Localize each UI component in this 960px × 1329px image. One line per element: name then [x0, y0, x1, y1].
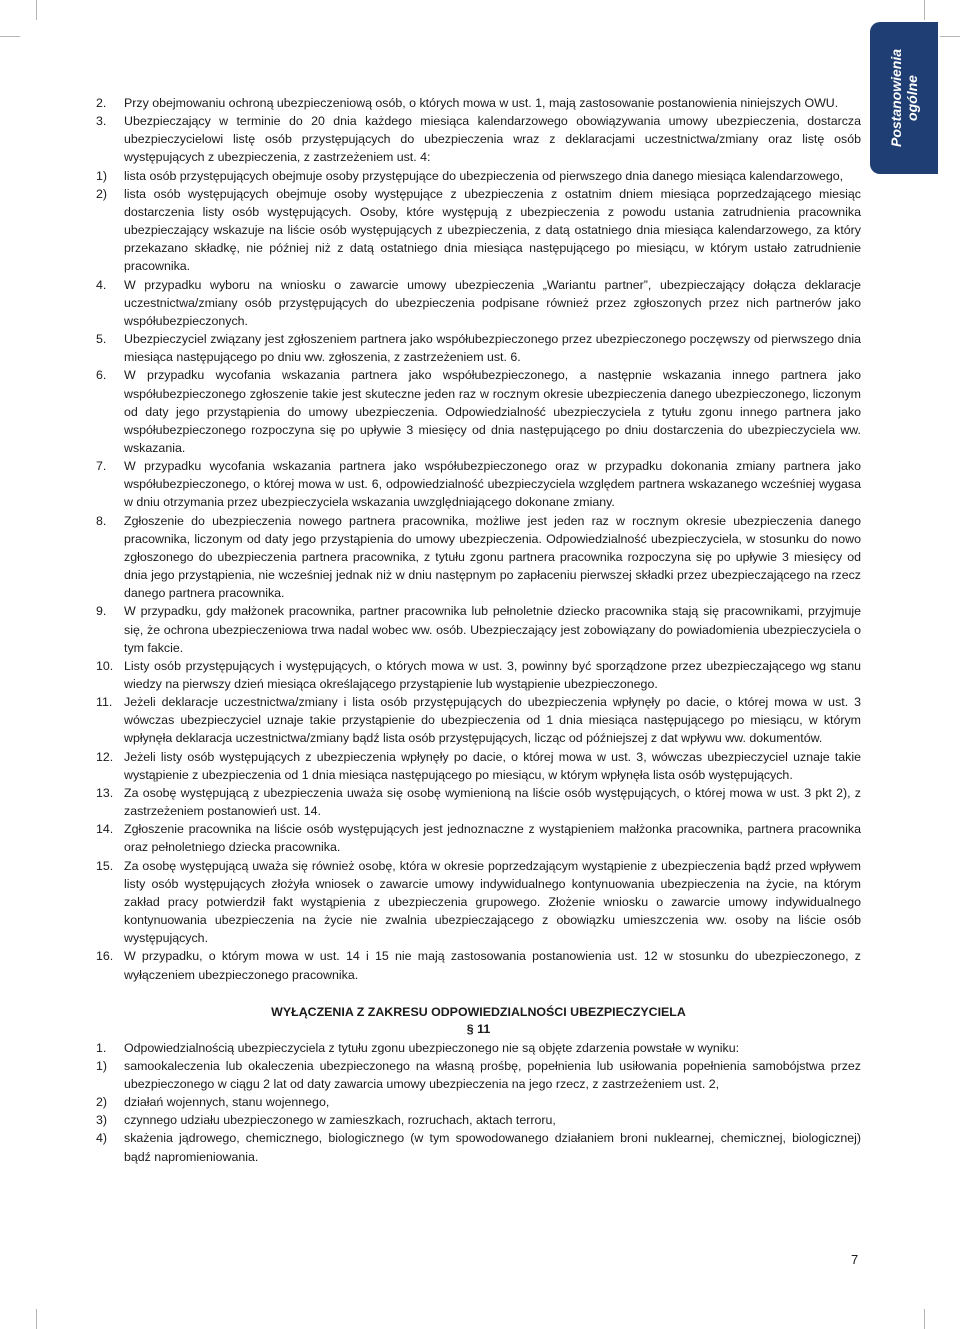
item-number: 8. [96, 513, 107, 528]
item-number: 9. [96, 604, 107, 619]
item-text: W przypadku wyboru na wniosku o zawarcie umowy ubezpieczenia „Wariantu partner”, ubezpieczający dołącza deklaracje uczestnictwa/zmiany osób przystępujących do ubezpieczenia podpisane również przez zgłoszonych przez nich partnerów jako współubezpieczonych. [124, 277, 861, 328]
crop-mark [924, 1309, 925, 1329]
item-text: Odpowiedzialnością ubezpieczyciela z tytułu zgonu ubezpieczonego nie są objęte zdarzenia powstałe w wyniku: [124, 1040, 740, 1055]
list-item [96, 820, 861, 856]
numbered-list [96, 276, 861, 984]
crop-mark [36, 1309, 37, 1329]
item-number: 7. [96, 459, 107, 474]
sub-list-item [96, 1093, 861, 1111]
sub-list-item [96, 1057, 861, 1093]
list-item [96, 457, 861, 511]
sub-item-number: 1) [96, 1058, 108, 1073]
list-item [96, 330, 861, 366]
sub-item-text: skażenia jądrowego, chemicznego, biologicznego (w tym spowodowanego działaniem broni nuklearnej, chemicznej, biologicznej) bądź napromieniowania. [124, 1131, 861, 1164]
item-text: Jeżeli deklaracje uczestnictwa/zmiany i lista osób przystępujących do ubezpieczenia wpłynęły po dacie, o której mowa w ust. 3 wówczas ubezpieczyciel uznaje takie przystąpienie do ubezpieczenia od 1 dnia miesiąca następującego po miesiącu, w którym wpłynęła deklaracja uczestnictwa/zmiany bądź lista osób przystępujących, licząc od późniejszej z dat wpływu ww. dokumentów. [124, 695, 861, 746]
item-number: 16. [96, 949, 114, 964]
list-item [96, 276, 861, 330]
document-body [96, 94, 861, 1166]
item-text: Jeżeli listy osób występujących z ubezpieczenia wpłynęły po dacie, o której mowa w ust. 3, wówczas ubezpieczyciel uznaje takie wystąpienie z ubezpieczenia od 1 dnia miesiąca następującego po miesiącu, w którym wpłynęła lista osób występujących. [124, 749, 861, 782]
item-number: 2. [96, 96, 107, 110]
sub-item-number: 2) [96, 186, 108, 201]
sub-item-text: samookaleczenia lub okaleczenia ubezpieczonego na własną prośbę, popełnienia lub usiłowania popełnienia samobójstwa przez ubezpieczonego w ciągu 2 lat od daty zawarcia umowy ubezpieczenia na jego rzecz, z zastrzeżeniem ust. 2, [124, 1058, 861, 1091]
item-body [124, 112, 861, 166]
sub-item-number: 4) [96, 1131, 108, 1146]
item-number: 15. [96, 858, 114, 873]
item-number: 3. [96, 114, 107, 129]
list-item [96, 693, 861, 747]
sub-item-number: 3) [96, 1113, 108, 1128]
list-item [96, 947, 861, 983]
item-text: Przy obejmowaniu ochroną ubezpieczeniową osób, o których mowa w ust. 1, mają zastosowanie postanowienia niniejszych OWU. [124, 96, 839, 110]
list-item [96, 748, 861, 784]
item-number: 4. [96, 277, 107, 292]
sub-item-text: działań wojennych, stanu wojennego, [124, 1095, 330, 1110]
item-number: 11. [96, 695, 113, 710]
list-item [96, 512, 861, 603]
sub-item-number: 1) [96, 168, 108, 183]
item-number: 10. [96, 658, 114, 673]
item-text: Zgłoszenie pracownika na liście osób występujących jest jednoznaczne z wystąpieniem małżonka pracownika, partnera pracownika oraz pełnoletniego dziecka pracownika. [124, 822, 861, 855]
list-item [96, 94, 861, 112]
crop-mark [940, 36, 960, 37]
sub-item-text: lista osób przystępujących obejmuje osoby przystępujące do ubezpieczenia od pierwszego dnia danego miesiąca kalendarzowego, [124, 168, 844, 183]
item-text: W przypadku wycofania wskazania partnera jako współubezpieczonego, a następnie wskazania innego partnera jako współubezpieczonego zgłoszenie takie jest skuteczne jeden raz w rocznym okresie ubezpieczenia danego ubezpieczonego, liczonym od daty jego przystąpienia do umowy ubezpieczenia. Odpowiedzialność ubezpieczyciela z tytułu zgonu innego partnera jako współubezpieczonego rozpoczyna się po upływie 3 miesięcy od dnia następującego po dniu dostarczenia do ubezpieczyciela ww. wskazania. [124, 368, 861, 455]
list-item [96, 1039, 861, 1057]
item-text: W przypadku, gdy małżonek pracownika, partner pracownika lub pełnoletnie dziecko pracownika stają się pracownikami, przyjmuje się, że ochrona ubezpieczeniowa trwa nadal wobec ww. osób. Ubezpieczający jest zobowiązany do powiadomienia ubezpieczyciela o tym fakcie. [124, 604, 861, 655]
crop-mark [0, 36, 20, 37]
side-tab-line1: Postanowienia [888, 48, 904, 148]
list-item [96, 112, 861, 166]
sub-item-number: 2) [96, 1095, 108, 1110]
item-text: Za osobę występującą uważa się również osobę, która w okresie poprzedzającym wystąpienie z ubezpieczenia bądź przed wpływem listy osób występujących złożyła wniosek o zawarcie umowy indywidualnego kontynuowania ubezpieczenia na życie, na którym zakład pracy potwierdził fakt wystąpienia z ubezpieczenia grupowego. Złożenie wniosku o zawarcie umowy indywidualnego kontynuowania ubezpieczenia na życie nie zwalnia ubezpieczającego z obowiązku umieszczenia ww. osoby na liście osób występujących. [124, 858, 861, 946]
side-tab-label [888, 49, 920, 147]
list-item [96, 657, 861, 693]
item-text: Listy osób przystępujących i występujących, o których mowa w ust. 3, powinny być sporządzone przez ubezpieczającego wg stanu wiedzy na pierwszy dzień miesiąca określającego przystąpienie lub wystąpienie ubezpieczonego. [124, 658, 861, 691]
list-item [96, 857, 861, 948]
item-text: Za osobę występującą z ubezpieczenia uważa się osobę wymienioną na liście osób występujących, o której mowa w ust. 3 pkt 2), z zastrzeżeniem postanowień ust. 14. [124, 785, 861, 819]
crop-mark [924, 0, 925, 20]
sub-list-item [96, 1111, 861, 1129]
section-side-tab [870, 22, 938, 174]
sub-list-item [96, 1129, 861, 1165]
sub-list-item [96, 167, 861, 185]
item-number: 6. [96, 368, 107, 383]
section-heading: WYŁĄCZENIA Z ZAKRESU ODPOWIEDZIALNOŚCI UBEZPIECZYCIELA [271, 1004, 686, 1019]
sub-item-text: lista osób występujących obejmuje osoby występujące z ubezpieczenia z ostatnim dniem miesiąca poprzedzającego miesiąc dostarczenia listy osób występujących. Osoby, które występują z ubezpieczenia z powodu ustania zatrudnienia pracownika ubezpieczający wskazuje na liście osób występujących z ubezpieczenia, z datą ostatniego dnia miesiąca kalendarzowego, za który przekazano składkę, nie później niż z datą ostatniego dnia miesiąca następującego po miesiącu, w którym ustało zatrudnienie pracownika. [124, 186, 861, 274]
item-text: W przypadku wycofania wskazania partnera jako współubezpieczonego oraz w przypadku dokonania zmiany partnera jako współubezpieczonego, o której mowa w ust. 6, odpowiedzialność ubezpieczyciela względem partnera wskazanego wcześniej wygasa w dniu otrzymania przez ubezpieczyciela wskazania uwzględniającego dokonane zmiany. [124, 459, 861, 510]
item-text: Ubezpieczający w terminie do 20 dnia każdego miesiąca kalendarzowego obowiązywania umowy ubezpieczenia, dostarcza ubezpieczycielowi listę osób przystępujących do ubezpieczenia wraz z deklaracjami uczestnictwa/zmiany oraz listę osób występujących z ubezpieczenia, z zastrzeżeniem ust. 4: [124, 114, 861, 165]
page-number: 7 [851, 1252, 859, 1267]
item-number: 12. [96, 749, 114, 764]
item-number: 1. [96, 1040, 107, 1055]
paragraph-number: § 11 [466, 1021, 491, 1036]
item-number: 5. [96, 332, 107, 347]
list-item [96, 784, 861, 820]
list-item [96, 366, 861, 457]
item-text: Ubezpieczyciel związany jest zgłoszeniem partnera jako współubezpieczonego przez ubezpieczonego poczęwszy od pierwszego dnia miesiąca następującego po dniu ww. zgłoszenia, z zastrzeżeniem ust. 6. [124, 332, 861, 365]
crop-mark [36, 0, 37, 20]
side-tab-line2: ogólne [904, 75, 920, 121]
sub-list-item [96, 185, 861, 276]
item-text: W przypadku, o którym mowa w ust. 14 i 15 nie mają zastosowania postanowienia ust. 12 w stosunku do ubezpieczonego, z wyłączeniem ubezpieczonego pracownika. [124, 949, 861, 982]
item-number: 13. [96, 785, 114, 800]
sub-item-text: czynnego udziału ubezpieczonego w zamieszkach, rozruchach, aktach terroru, [124, 1113, 556, 1128]
item-text: Zgłoszenie do ubezpieczenia nowego partnera pracownika, możliwe jest jeden raz w rocznym okresie ubezpieczenia danego pracownika, liczonym od daty jego przystąpienia do umowy ubezpieczenia. Odpowiedzialność ubezpieczyciela, w stosunku do nowo zgłoszonego do ubezpieczenia partnera pracownika, z tytułu zgonu partnera pracownika rozpoczyna się po upływie 3 miesięcy od dnia jego przystąpienia, nie wcześniej jednak niż w dniu następnym po zapłaceniu pierwszej składki przez ubezpieczającego na rzecz danego partnera pracownika. [124, 513, 861, 601]
item-number: 14. [96, 822, 114, 837]
list-item [96, 602, 861, 656]
